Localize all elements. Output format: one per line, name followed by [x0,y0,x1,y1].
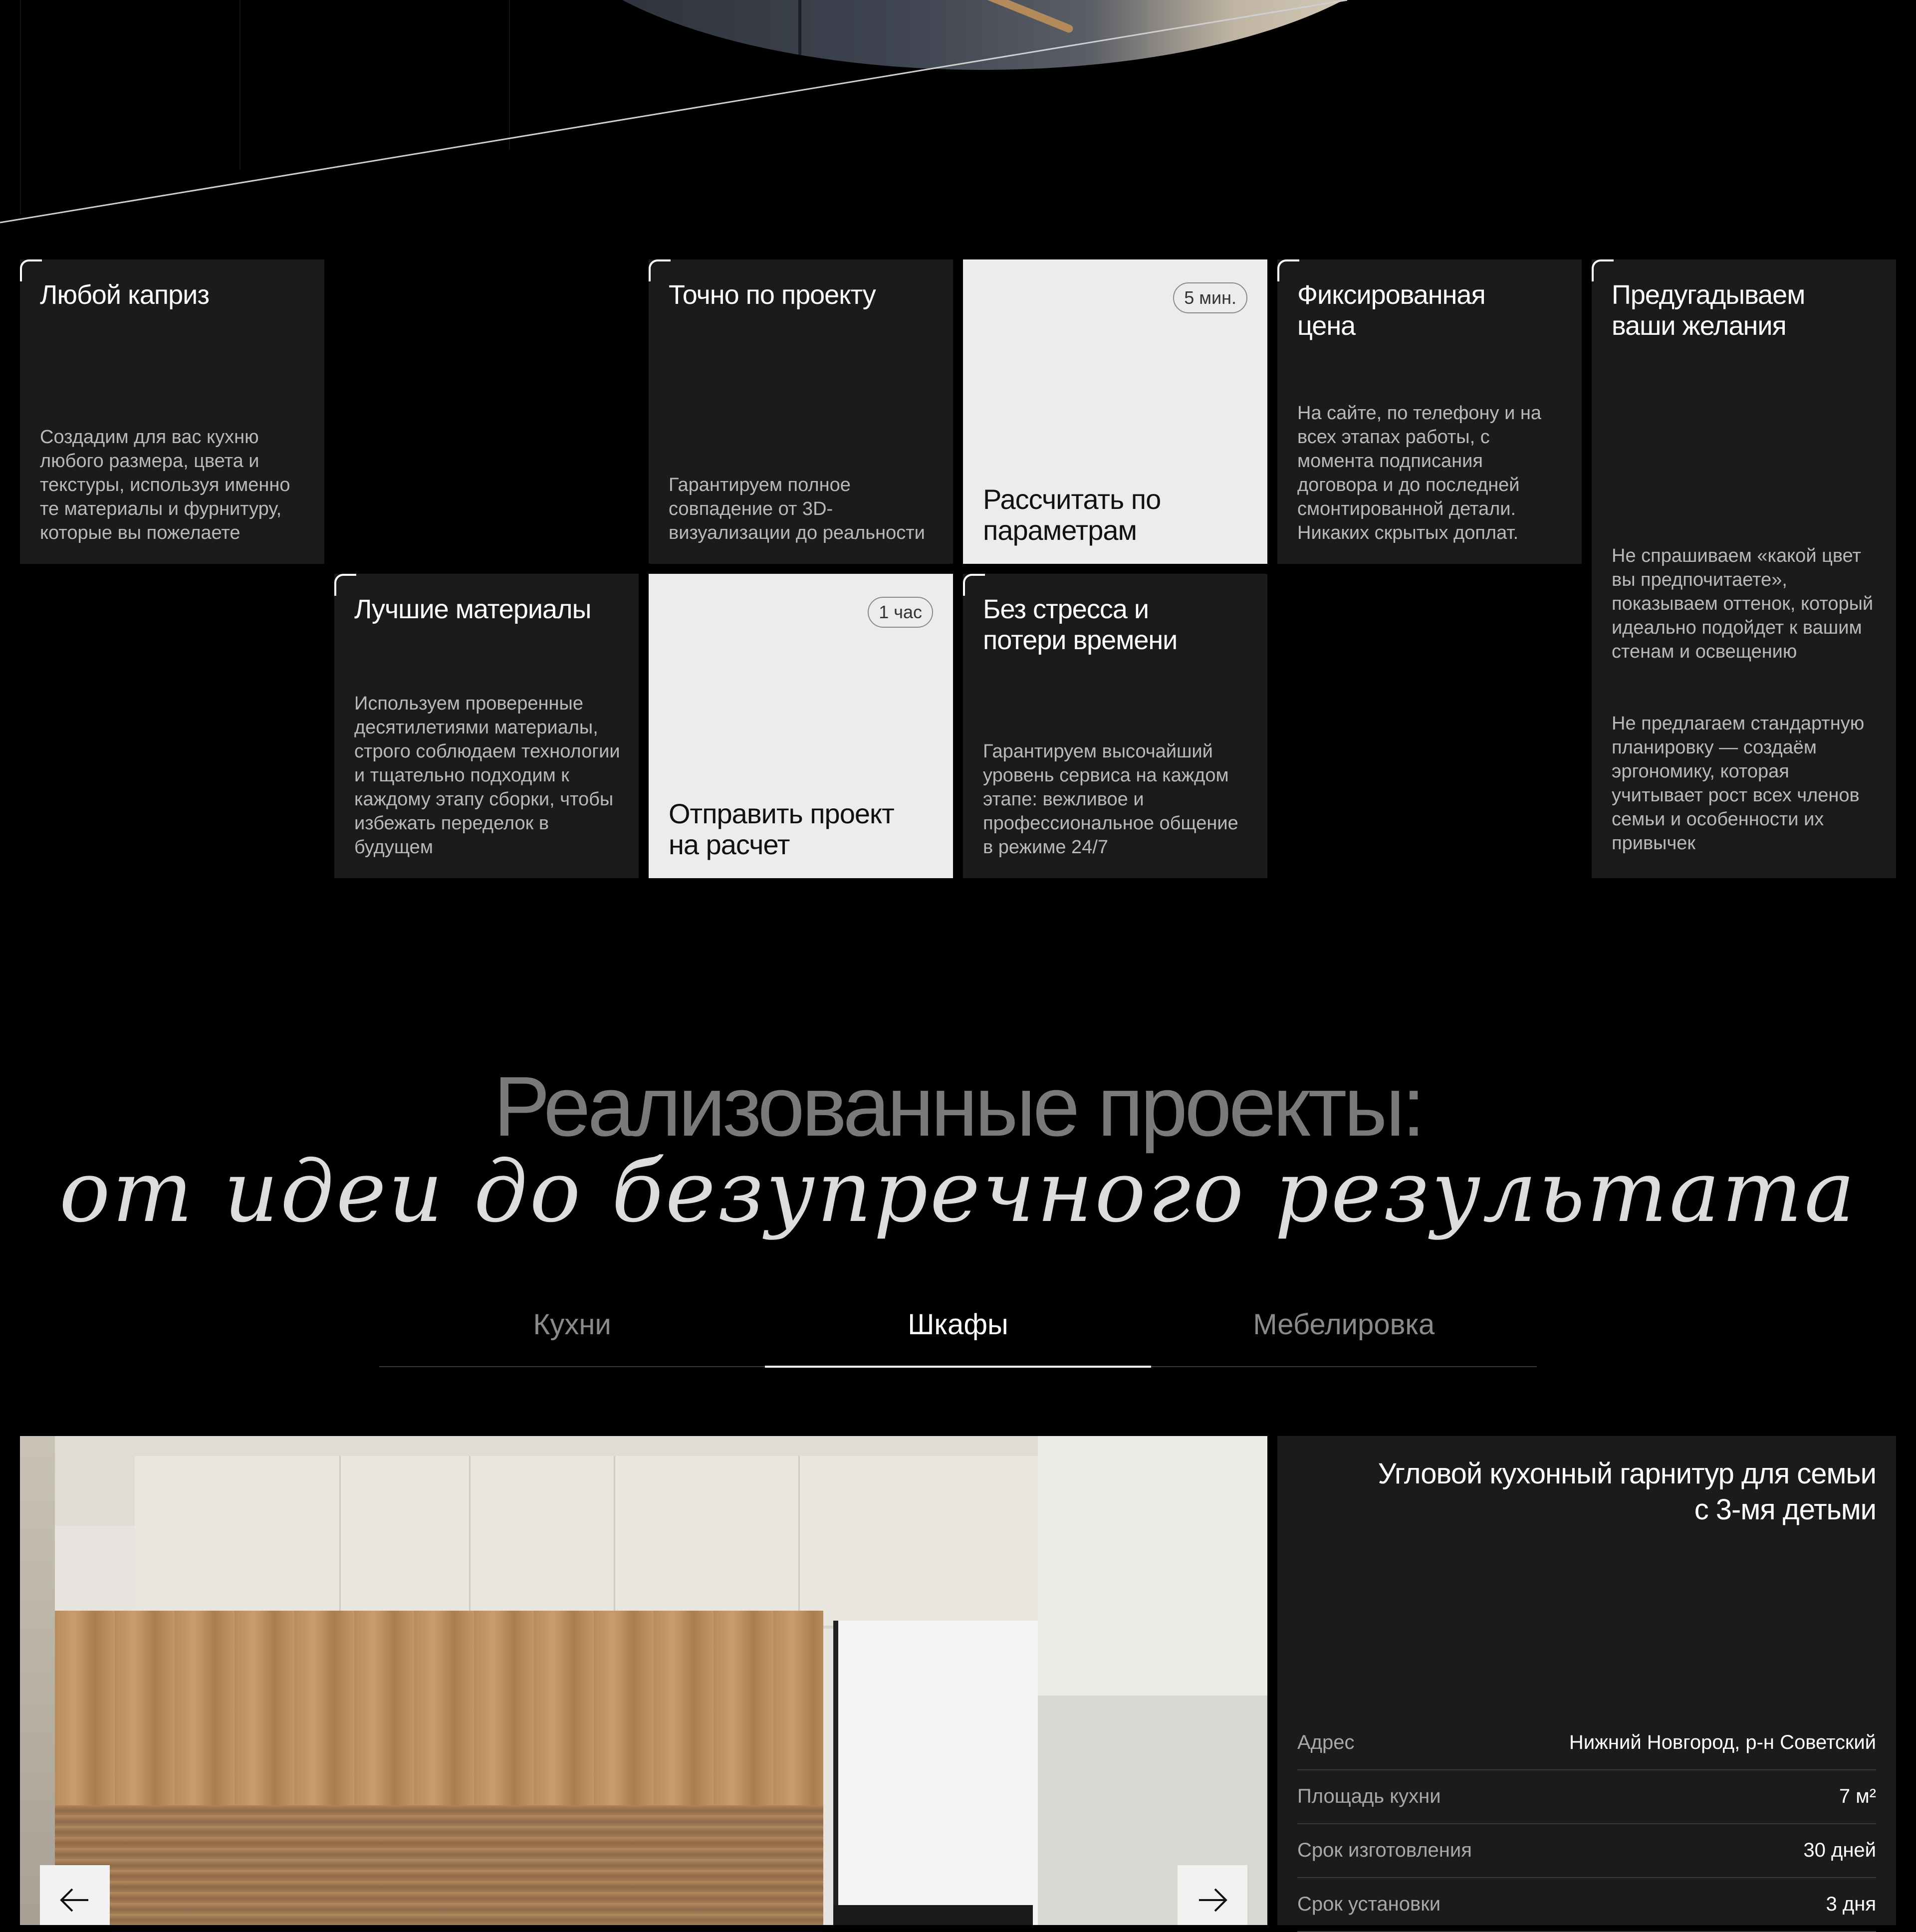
arrow-left-icon [57,1883,92,1918]
detail-value: 7 м² [1839,1785,1876,1807]
feature-card-fixed-price [1277,259,1582,564]
next-slide-button[interactable] [1178,1865,1247,1925]
detail-row-install-time [1297,1877,1876,1932]
detail-value: Нижний Новгород, р-н Советский [1569,1731,1876,1753]
card-corner-mark [963,574,985,596]
photo-cabinet-seam [469,1456,471,1626]
detail-label: Площадь кухни [1297,1785,1441,1807]
photo-upper-cabinets [135,1456,1043,1629]
card-title: Лучшие материалы [354,594,591,624]
card-corner-mark [1592,259,1614,281]
detail-row-production-time [1297,1823,1876,1878]
arrow-right-icon [1195,1883,1230,1918]
section-heading: Реализованные проекты: [493,1059,1423,1154]
card-text: Не спрашиваем «какой цвет вы предпочитаете», показываем оттенок, который идеально подойдет к вашим стенам и освещению [1612,545,1874,662]
hero-diagonal-line [0,0,1916,230]
calc-by-params-label: Рассчитать по параметрам [983,483,1161,546]
tab-wardrobes[interactable]: Шкафы [765,1297,1151,1366]
time-badge: 5 мин. [1173,282,1247,313]
project-photo [20,1436,1267,1925]
project-category-tabs [379,1297,1537,1367]
photo-tall-cabinet [1038,1436,1267,1695]
card-title: Точно по проекту [669,280,876,310]
card-corner-mark [1277,259,1299,281]
photo-oven [833,1905,1033,1925]
card-text: Гарантируем высочайший уровень сервиса на каждом этапе: вежливое и профессиональное общение в режиме 24/7 [983,741,1238,858]
section-subheading: от идеи до безупречного результата [59,1143,1857,1241]
card-corner-mark [649,259,671,281]
photo-cabinet-seam [798,1456,800,1626]
detail-label: Адрес [1297,1731,1355,1753]
feature-card-no-stress [963,574,1267,878]
card-text: Создадим для вас кухню любого размера, цвета и текстуры, используя именно те материалы и фурнитуру, которые вы пожелаете [40,427,290,543]
photo-wall [20,1436,55,1925]
feature-card-best-materials [334,574,639,878]
send-project-button[interactable] [649,574,953,878]
tab-furnishing[interactable]: Мебелировка [1253,1308,1435,1341]
prev-slide-button[interactable] [40,1865,110,1925]
card-corner-mark [334,574,356,596]
feature-card-any-whim [20,259,324,564]
card-title: Без стресса и потери времени [983,594,1178,655]
card-corner-mark [20,259,42,281]
photo-fridge [833,1621,1038,1925]
photo-cabinet-seam [339,1456,341,1626]
feature-card-exact-project [649,259,953,564]
tab-kitchens[interactable]: Кухни [533,1308,611,1341]
detail-value: 30 дней [1803,1839,1876,1861]
detail-label: Срок установки [1297,1893,1441,1915]
project-title: Угловой кухонный гарнитур для семьи с 3-мя детьми [1378,1457,1876,1526]
card-text: Не предлагаем стандартную планировку — создаём эргономику, которая учитывает рост всех членов семьи и особенности их привычек [1612,713,1865,854]
send-project-label: Отправить проект на расчет [669,798,894,860]
detail-row-address [1297,1715,1876,1770]
detail-row-area [1297,1769,1876,1824]
photo-wood-backsplash [55,1805,823,1925]
card-text: На сайте, по телефону и на всех этапах работы, с момента подписания договора и до последней смонтированной детали. Никаких скрытых доплат. [1297,403,1541,543]
card-title: Любой каприз [40,280,210,310]
photo-wood-cabinets [55,1611,823,1810]
calc-by-params-button[interactable] [963,259,1267,564]
detail-label: Срок изготовления [1297,1839,1472,1861]
time-badge: 1 час [868,597,933,628]
photo-cabinet-seam [614,1456,615,1626]
card-text: Используем проверенные десятилетиями материалы, строго соблюдаем технологии и тщательно подходим к каждому этапу сборки, чтобы избежать переделок в будущем [354,693,620,858]
card-title: Фиксированная цена [1297,280,1485,341]
card-text: Гарантируем полное совпадение от 3D-визуализации до реальности [669,475,925,543]
detail-value: 3 дня [1826,1893,1876,1915]
feature-card-anticipate [1592,259,1896,878]
project-info-panel [1277,1436,1896,1925]
card-title: Предугадываем ваши желания [1612,280,1805,341]
